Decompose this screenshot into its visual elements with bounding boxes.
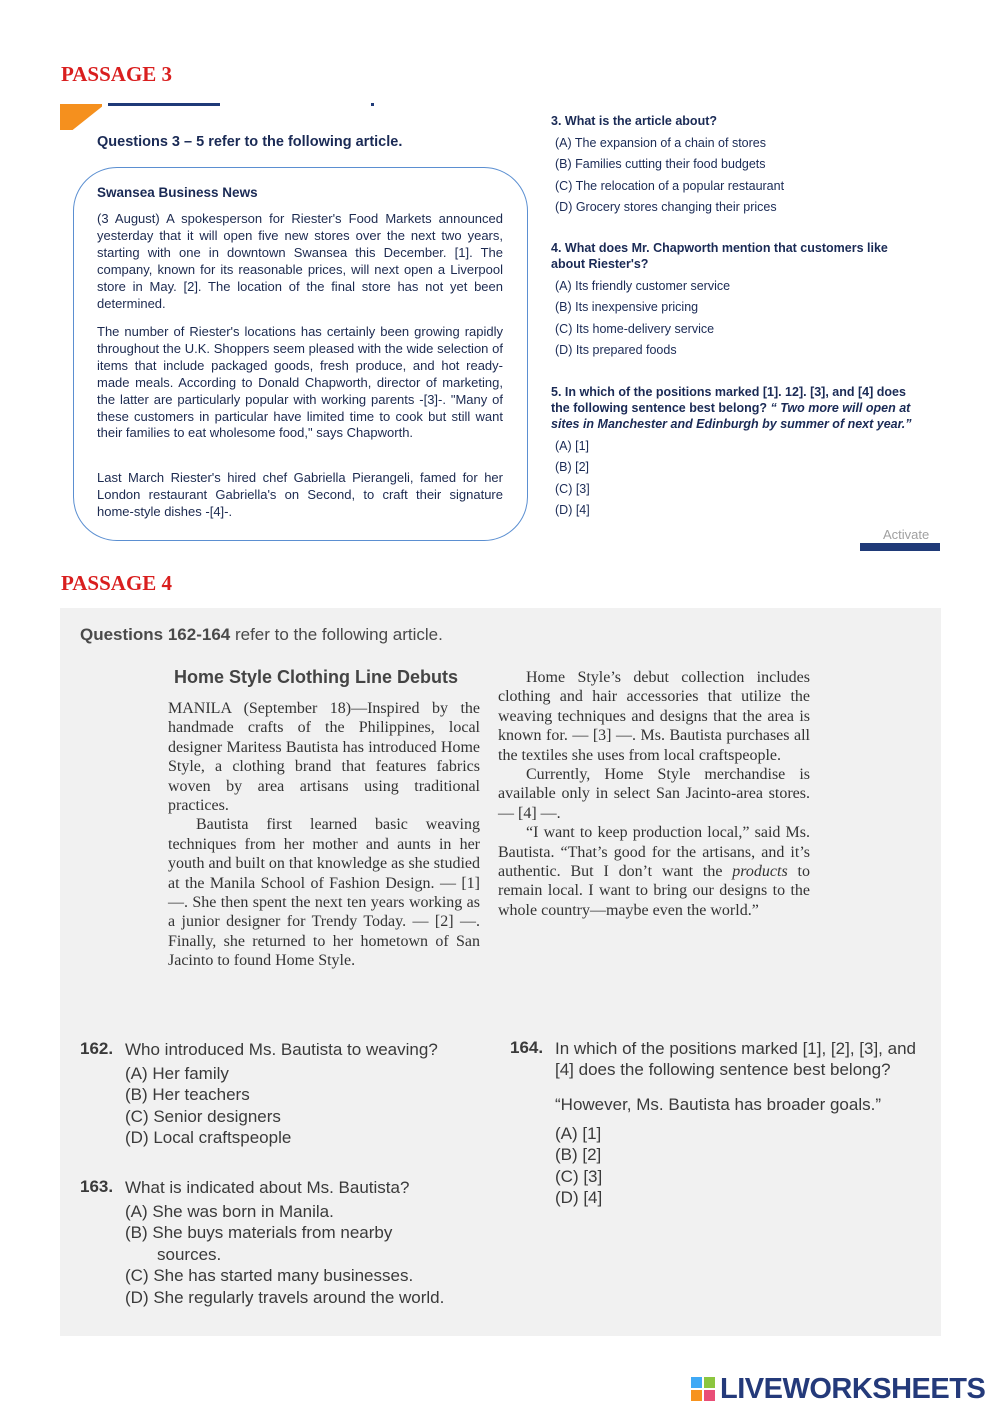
answer-option[interactable]: (C) Senior designers — [125, 1106, 281, 1126]
brand-name: LIVEWORKSHEETS — [720, 1372, 986, 1405]
question-3 — [551, 113, 921, 215]
question-stem-text: 5. In which of the positions marked [1]. 12]. [3], and [4] does the following sentence best belong? — [551, 385, 906, 415]
question-stem: In which of the positions marked [1], [2], [3], and [4] does the following sentence best belong? — [555, 1039, 916, 1079]
article-paragraph: The number of Riester's locations has certainly been growing rapidly throughout the U.K. Shoppers seem pleased with the wide selection of items that include packaged goods, fresh produce, and hot ready-made meals. According to Donald Chapworth, director of marketing, the latter are particularly popular with working parents -[3]-. "Many of these customers in particular have limited time to cook but still want their families to eat wholesome food," says Chapworth. — [97, 324, 503, 441]
quote-emphasis: products — [732, 863, 788, 881]
answer-option[interactable]: (C) The relocation of a popular restaurant — [555, 178, 785, 193]
answer-option[interactable]: (C) [3] — [555, 481, 590, 496]
answer-option[interactable]: (A) Its friendly customer service — [555, 278, 731, 293]
overlay-band — [860, 543, 940, 551]
question-stem — [551, 384, 921, 432]
intro-rest: refer to the following article. — [230, 625, 443, 644]
article-paragraph: (3 August) A spokesperson for Riester's Food Markets announced yesterday that it will open five new stores over the next two years, starting with one in downtown Swansea this December. [1]. The company, known for its reasonable prices, will next open a Liverpool store in May. [2]. The location of the final store has not yet been determined. — [97, 211, 503, 311]
answer-option[interactable]: (D) Grocery stores changing their prices — [555, 200, 777, 214]
question-163 — [80, 1177, 500, 1308]
question-stem: 4. What does Mr. Chapworth mention that customers like about Riester's? — [551, 241, 888, 271]
answer-option[interactable]: (D) Local craftspeople — [125, 1128, 292, 1148]
answer-option[interactable]: (A) The expansion of a chain of stores — [555, 135, 766, 150]
liveworksheets-logo[interactable] — [691, 1374, 985, 1404]
answer-option[interactable]: (A) [1] — [555, 438, 590, 453]
answer-option[interactable]: (A) Her family — [125, 1064, 229, 1083]
article-title: Swansea Business News — [97, 185, 258, 200]
quote-text: to remain local. I want to bring our designs to the whole country—maybe even the world.” — [498, 863, 810, 919]
article-paragraph: Currently, Home Style merchandise is available only in select San Jacinto-area stores. — [4] —. — [498, 766, 810, 822]
answer-option[interactable]: (B) Families cutting their food budgets — [555, 157, 766, 171]
article-right-column — [498, 668, 810, 920]
question-number: 163. — [80, 1177, 114, 1196]
orange-accent-tab — [60, 104, 102, 130]
passage-3-heading: PASSAGE 3 — [61, 62, 173, 86]
article-paragraph: MANILA (September 18)—Inspired by the handmade crafts of the Philippines, local designer Maritess Bautista has introduced Home Style, a clothing brand that features fabrics woven by area artisans using traditional practices. — [168, 700, 480, 815]
answer-option[interactable]: (B) Its inexpensive pricing — [555, 300, 699, 314]
question-number: 162. — [80, 1039, 114, 1058]
questions-162-164-intro — [80, 625, 443, 645]
question-stem: 3. What is the article about? — [551, 114, 717, 128]
answer-option[interactable]: (D) [4] — [555, 503, 590, 517]
question-164 — [510, 1038, 930, 1209]
question-162 — [80, 1039, 500, 1149]
questions-3-5-intro: Questions 3 – 5 refer to the following article. — [97, 134, 403, 150]
answer-option[interactable]: (B) She buys materials from nearby sources. — [125, 1223, 393, 1264]
grid-square — [704, 1390, 715, 1401]
grid-square — [691, 1377, 702, 1388]
answer-option[interactable]: (B) [2] — [555, 460, 590, 474]
answer-option[interactable]: (B) Her teachers — [125, 1085, 250, 1105]
activate-watermark: Activate — [883, 527, 930, 542]
question-4 — [551, 240, 921, 358]
article-paragraph: Last March Riester's hired chef Gabriella Pierangeli, famed for her London restaurant Gabriella's on Second, to craft their signature home-style dishes -[4]-. — [97, 470, 503, 519]
article-left-column — [168, 699, 480, 971]
answer-option[interactable]: (B) [2] — [555, 1145, 602, 1165]
answer-option[interactable]: (A) [1] — [555, 1124, 602, 1143]
question-stem: What is indicated about Ms. Bautista? — [125, 1178, 410, 1197]
grid-square — [691, 1390, 702, 1401]
answer-option[interactable]: (C) Its home-delivery service — [555, 321, 715, 336]
answer-option[interactable]: (D) Its prepared foods — [555, 343, 677, 357]
liveworksheets-grid-icon — [691, 1377, 715, 1401]
question-number: 164. — [510, 1038, 544, 1057]
article-quote-paragraph — [498, 823, 810, 920]
grid-square — [704, 1377, 715, 1388]
answer-option[interactable]: (C) [3] — [555, 1166, 603, 1186]
accent-dot — [371, 103, 374, 106]
answer-option[interactable]: (C) She has started many businesses. — [125, 1266, 414, 1286]
answer-option[interactable]: (A) She was born in Manila. — [125, 1202, 334, 1221]
accent-line — [108, 103, 220, 106]
quoted-sentence: “ Two more will open at sites in Manchester and Edinburgh by summer of next year.” — [551, 401, 912, 431]
article-paragraph: Bautista first learned basic weaving techniques from her mother and aunts in her youth and built on that knowledge as she studied at the Manila School of Fashion Design. — [1] —. She then spent the next ten years working as a junior designer for Trendy Today. — [2] —. Finally, she returned to her hometown of San Jacinto to found Home Style. — [168, 816, 480, 970]
passage-4-heading: PASSAGE 4 — [61, 571, 173, 595]
quoted-sentence: “However, Ms. Bautista has broader goals.” — [555, 1095, 881, 1114]
intro-bold: Questions 162-164 — [80, 625, 231, 644]
question-5 — [551, 384, 921, 518]
answer-option[interactable]: (D) She regularly travels around the world. — [125, 1287, 445, 1307]
answer-option[interactable]: (D) [4] — [555, 1188, 603, 1208]
quote-text: “I want to keep production local,” said Ms. Bautista. “That’s good for the artisans, and it’s authentic. But I don’t want the — [498, 824, 810, 881]
article-title: Home Style Clothing Line Debuts — [174, 667, 459, 687]
question-stem: Who introduced Ms. Bautista to weaving? — [125, 1040, 438, 1059]
article-paragraph: Home Style’s debut collection includes clothing and hair accessories that utilize the weaving techniques and designs that the area is known for. — [3] —. Ms. Bautista purchases all the textiles she uses from local craftspeople. — [498, 669, 810, 764]
